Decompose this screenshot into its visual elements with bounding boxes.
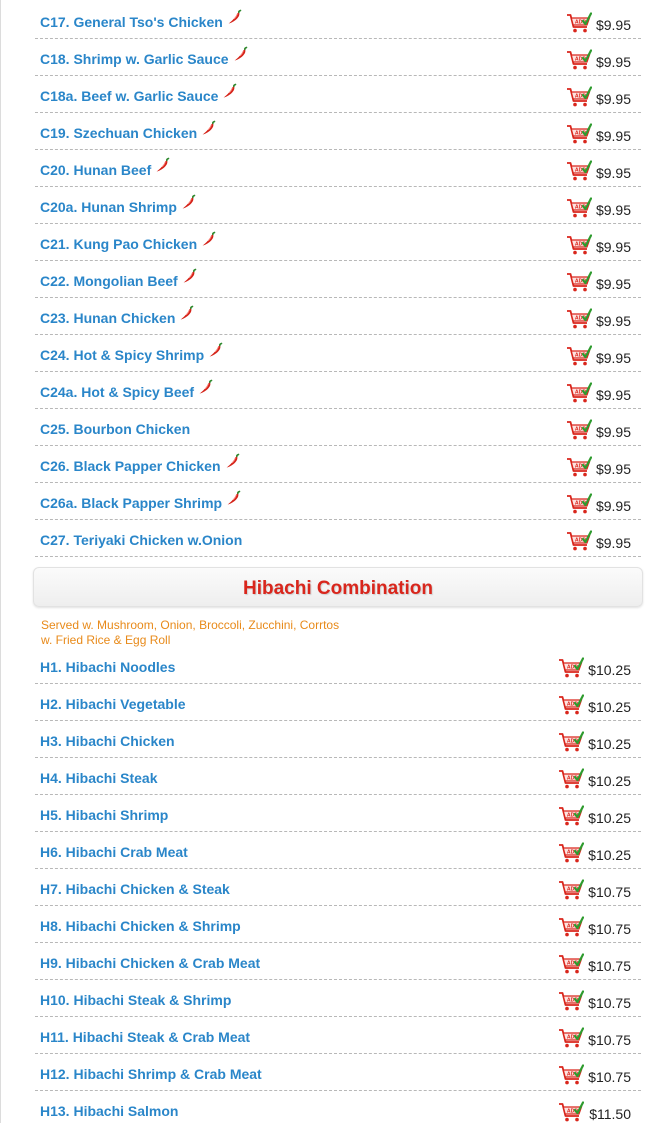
add-to-cart-icon[interactable] — [558, 879, 584, 901]
menu-item-name[interactable] — [40, 199, 197, 215]
chili-pepper-icon — [225, 453, 241, 469]
menu-item-price: $10.25 — [588, 773, 631, 789]
menu-item-name[interactable] — [40, 844, 188, 860]
add-to-cart-icon[interactable] — [558, 1101, 584, 1123]
cart-label: ADD — [566, 849, 579, 856]
menu-item-name[interactable] — [40, 1066, 262, 1082]
menu-item-name[interactable] — [40, 384, 214, 400]
menu-item-price: $10.25 — [588, 699, 631, 715]
cart-label: ADD — [574, 389, 587, 396]
menu-item-name-text[interactable]: C20. Hunan Beef — [40, 162, 152, 178]
menu-item-name[interactable] — [40, 88, 238, 104]
cart-label: ADD — [566, 812, 579, 819]
chili-pepper-icon — [201, 120, 217, 136]
add-to-cart-icon[interactable] — [566, 419, 592, 441]
menu-item-name-text[interactable]: C18. Shrimp w. Garlic Sauce — [40, 51, 229, 67]
add-to-cart-icon[interactable] — [558, 768, 584, 790]
menu-item-row — [35, 298, 641, 335]
add-to-cart-icon[interactable] — [558, 805, 584, 827]
cart-label: ADD — [566, 1071, 579, 1078]
chili-pepper-icon — [179, 305, 195, 321]
menu-item-name-text[interactable]: H12. Hibachi Shrimp & Crab Meat — [40, 1066, 262, 1082]
cart-label: ADD — [566, 923, 579, 930]
cart-label: ADD — [574, 352, 587, 359]
menu-item-name-text[interactable]: C26a. Black Papper Shrimp — [40, 495, 223, 511]
menu-item-name-text[interactable]: C22. Mongolian Beef — [40, 273, 178, 289]
cart-label: ADD — [574, 56, 587, 63]
add-to-cart-icon[interactable] — [566, 271, 592, 293]
hibachi-section-header — [33, 567, 643, 607]
menu-item-name[interactable] — [40, 421, 190, 437]
menu-item-name-text[interactable]: H4. Hibachi Steak — [40, 770, 158, 786]
menu-item-price: $10.25 — [588, 810, 631, 826]
menu-item-row — [35, 150, 641, 187]
menu-item-row — [35, 980, 641, 1017]
section-title: Hibachi Combination — [243, 578, 433, 599]
menu-item-name-text[interactable]: H6. Hibachi Crab Meat — [40, 844, 188, 860]
cart-label: ADD — [566, 886, 579, 893]
cart-label: ADD — [566, 997, 579, 1004]
menu-item-name[interactable] — [40, 1029, 250, 1045]
menu-item-price: $9.95 — [595, 461, 631, 477]
cart-label: ADD — [574, 130, 587, 137]
add-to-cart-icon[interactable] — [558, 657, 584, 679]
menu-item-row — [35, 647, 641, 684]
cart-label: ADD — [566, 664, 579, 671]
cart-label: ADD — [574, 537, 587, 544]
menu-item-name[interactable] — [40, 310, 195, 326]
menu-item-price: $10.75 — [588, 995, 631, 1011]
cart-label: ADD — [566, 1108, 579, 1115]
menu-item-row — [35, 906, 641, 943]
add-to-cart-icon[interactable] — [558, 842, 584, 864]
menu-item-name[interactable] — [40, 992, 231, 1008]
menu-item-name-text[interactable]: H13. Hibachi Salmon — [40, 1103, 179, 1119]
menu-item-price: $10.75 — [588, 921, 631, 937]
menu-item-name-text[interactable]: C25. Bourbon Chicken — [40, 421, 191, 437]
add-to-cart-icon[interactable] — [566, 12, 592, 34]
menu-item-price: $10.75 — [588, 884, 631, 900]
menu-item-price: $9.95 — [595, 387, 631, 403]
menu-item-row — [35, 39, 641, 76]
menu-item-name[interactable] — [40, 14, 243, 30]
menu-item-name[interactable] — [40, 458, 241, 474]
add-to-cart-icon[interactable] — [558, 990, 584, 1012]
cart-label: ADD — [566, 960, 579, 967]
menu-item-price: $9.95 — [595, 424, 631, 440]
menu-item-name[interactable] — [40, 532, 242, 548]
chili-pepper-icon — [233, 46, 249, 62]
menu-item-row — [35, 446, 641, 483]
add-to-cart-icon[interactable] — [566, 49, 592, 71]
menu-item-name-text[interactable]: C17. General Tso's Chicken — [40, 14, 223, 30]
cart-label: ADD — [574, 278, 587, 285]
cart-label: ADD — [566, 775, 579, 782]
cart-label: ADD — [574, 93, 587, 100]
section-description — [41, 618, 339, 648]
menu-item-name-text[interactable]: C20a. Hunan Shrimp — [40, 199, 177, 215]
menu-item-name-text[interactable]: C19. Szechuan Chicken — [40, 125, 198, 141]
menu-item-price: $10.75 — [588, 1032, 631, 1048]
chili-pepper-icon — [198, 379, 214, 395]
add-to-cart-icon[interactable] — [566, 345, 592, 367]
add-to-cart-icon[interactable] — [558, 1064, 584, 1086]
cart-label: ADD — [574, 241, 587, 248]
add-to-cart-icon[interactable] — [558, 953, 584, 975]
menu-item-price: $9.95 — [595, 165, 631, 181]
menu-item-price: $10.25 — [588, 662, 631, 678]
menu-item-price: $9.95 — [595, 54, 631, 70]
page-left-border — [0, 0, 1, 1123]
add-to-cart-icon[interactable] — [566, 493, 592, 515]
menu-item-name[interactable] — [40, 495, 242, 511]
menu-item-row — [35, 1054, 641, 1091]
menu-item-name[interactable] — [40, 955, 260, 971]
menu-item-price: $9.95 — [595, 350, 631, 366]
menu-item-name-text[interactable]: C24. Hot & Spicy Shrimp — [40, 347, 205, 363]
chili-pepper-icon — [222, 83, 238, 99]
menu-item-name[interactable] — [40, 347, 224, 363]
menu-item-row — [35, 187, 641, 224]
menu-item-row — [35, 520, 641, 557]
menu-item-row — [35, 684, 641, 721]
menu-item-price: $9.95 — [595, 276, 631, 292]
menu-item-row — [35, 1017, 641, 1054]
chili-pepper-icon — [182, 268, 198, 284]
menu-item-price: $11.50 — [589, 1106, 631, 1122]
cart-label: ADD — [566, 738, 579, 745]
menu-item-price: $9.95 — [595, 202, 631, 218]
add-to-cart-icon[interactable] — [566, 530, 592, 552]
add-to-cart-icon[interactable] — [558, 731, 584, 753]
menu-item-name[interactable] — [40, 236, 217, 252]
menu-item-name[interactable] — [40, 770, 158, 786]
add-to-cart-icon[interactable] — [566, 308, 592, 330]
cart-label: ADD — [574, 167, 587, 174]
cart-label: ADD — [574, 19, 587, 26]
menu-item-row — [35, 943, 641, 980]
menu-item-row — [35, 224, 641, 261]
menu-item-row — [35, 76, 641, 113]
menu-item-name-text[interactable]: H3. Hibachi Chicken — [40, 733, 175, 749]
menu-item-name[interactable] — [40, 659, 175, 675]
chili-pepper-icon — [181, 194, 197, 210]
add-to-cart-icon[interactable] — [566, 123, 592, 145]
add-to-cart-icon[interactable] — [566, 234, 592, 256]
menu-item-price: $10.75 — [588, 958, 631, 974]
menu-item-name[interactable] — [40, 273, 198, 289]
description-line-2: w. Fried Rice & Egg Roll — [41, 633, 171, 647]
cart-label: ADD — [566, 1034, 579, 1041]
menu-item-row — [35, 1091, 641, 1123]
cart-label: ADD — [574, 426, 587, 433]
menu-item-name[interactable] — [40, 918, 241, 934]
cart-label: ADD — [574, 204, 587, 211]
menu-item-name[interactable] — [40, 733, 175, 749]
menu-item-name-text[interactable]: C23. Hunan Chicken — [40, 310, 176, 326]
menu-item-name-text[interactable]: H7. Hibachi Chicken & Steak — [40, 881, 230, 897]
menu-item-row — [35, 869, 641, 906]
menu-item-name-text[interactable]: C24a. Hot & Spicy Beef — [40, 384, 195, 400]
menu-item-row — [35, 758, 641, 795]
chili-pepper-icon — [208, 342, 224, 358]
menu-item-name[interactable] — [40, 51, 249, 67]
chili-pepper-icon — [201, 231, 217, 247]
menu-item-name-text[interactable]: H1. Hibachi Noodles — [40, 659, 176, 675]
menu-item-name-text[interactable]: H8. Hibachi Chicken & Shrimp — [40, 918, 241, 934]
menu-item-price: $10.75 — [588, 1069, 631, 1085]
chili-pepper-icon — [226, 490, 242, 506]
add-to-cart-icon[interactable] — [558, 916, 584, 938]
menu-item-price: $9.95 — [595, 17, 631, 33]
menu-item-price: $9.95 — [595, 128, 631, 144]
menu-item-price: $10.25 — [588, 736, 631, 752]
menu-item-row — [35, 2, 641, 39]
cart-label: ADD — [574, 463, 587, 470]
menu-item-row — [35, 409, 641, 446]
add-to-cart-icon[interactable] — [566, 197, 592, 219]
menu-item-price: $9.95 — [595, 239, 631, 255]
cart-label: ADD — [574, 315, 587, 322]
menu-item-row — [35, 335, 641, 372]
menu-item-row — [35, 261, 641, 298]
menu-item-name-text[interactable]: H10. Hibachi Steak & Shrimp — [40, 992, 232, 1008]
add-to-cart-icon[interactable] — [566, 160, 592, 182]
menu-item-row — [35, 372, 641, 409]
menu-item-name-text[interactable]: H5. Hibachi Shrimp — [40, 807, 169, 823]
menu-item-row — [35, 483, 641, 520]
menu-item-name[interactable] — [40, 125, 217, 141]
menu-item-price: $10.25 — [588, 847, 631, 863]
menu-item-name[interactable] — [40, 696, 186, 712]
menu-item-name[interactable] — [40, 807, 168, 823]
add-to-cart-icon[interactable] — [566, 86, 592, 108]
description-line-1: Served w. Mushroom, Onion, Broccoli, Zucchini, Corrtos — [41, 618, 340, 632]
menu-item-price: $9.95 — [595, 313, 631, 329]
menu-item-price: $9.95 — [595, 498, 631, 514]
chili-pepper-icon — [227, 9, 243, 25]
menu-item-name-text[interactable]: C26. Black Papper Chicken — [40, 458, 221, 474]
menu-item-price: $9.95 — [595, 535, 631, 551]
menu-item-name[interactable] — [40, 1103, 178, 1119]
add-to-cart-icon[interactable] — [566, 456, 592, 478]
add-to-cart-icon[interactable] — [558, 694, 584, 716]
menu-item-row — [35, 795, 641, 832]
menu-item-row — [35, 113, 641, 150]
menu-item-name-text[interactable]: H2. Hibachi Vegetable — [40, 696, 186, 712]
chicken-menu-list — [35, 2, 641, 557]
menu-item-name[interactable] — [40, 162, 171, 178]
menu-item-row — [35, 721, 641, 758]
menu-item-name-text[interactable]: H11. Hibachi Steak & Crab Meat — [40, 1029, 251, 1045]
menu-item-price: $9.95 — [595, 91, 631, 107]
chili-pepper-icon — [155, 157, 171, 173]
cart-label: ADD — [566, 701, 579, 708]
menu-item-name[interactable] — [40, 881, 230, 897]
menu-item-name-text[interactable]: H9. Hibachi Chicken & Crab Meat — [40, 955, 261, 971]
cart-label: ADD — [574, 500, 587, 507]
hibachi-menu-list — [35, 647, 641, 1123]
menu-item-row — [35, 832, 641, 869]
add-to-cart-icon[interactable] — [566, 382, 592, 404]
menu-item-name-text[interactable]: C21. Kung Pao Chicken — [40, 236, 198, 252]
add-to-cart-icon[interactable] — [558, 1027, 584, 1049]
menu-item-name-text[interactable]: C18a. Beef w. Garlic Sauce — [40, 88, 219, 104]
menu-item-name-text[interactable]: C27. Teriyaki Chicken w.Onion — [40, 532, 243, 548]
